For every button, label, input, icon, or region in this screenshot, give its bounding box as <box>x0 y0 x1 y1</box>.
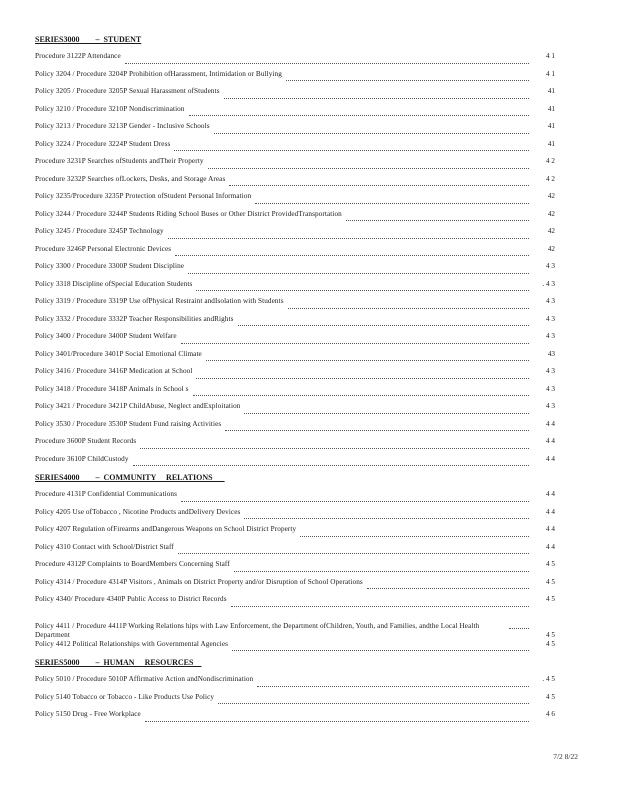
toc-entry[interactable] <box>35 157 555 175</box>
toc-page-number: 4 6 <box>546 710 555 718</box>
toc-page-number: 4 2 <box>546 157 555 165</box>
toc-page-number: 4 3 <box>546 384 555 393</box>
toc-page-number: 4 5 <box>546 630 555 639</box>
toc-page-number: 4 4 <box>546 507 555 516</box>
toc-entry-title: Policy 3319 / Procedure 3319P Use ofPhysical Restraint andIsolation with Students <box>35 297 284 305</box>
toc-entry[interactable] <box>35 560 555 578</box>
dot-leader <box>232 649 529 651</box>
dot-leader <box>196 289 529 291</box>
series-heading: SERIES4000 – COMMUNITY RELATIONS <box>35 473 225 482</box>
dot-leader <box>181 500 529 502</box>
toc-entry-title: Policy 3235/Procedure 3235P Protection ofStudent Personal Information <box>35 192 252 200</box>
toc-entry-title: Policy 3213 / Procedure 3213P Gender - Inclusive Schools <box>35 122 210 130</box>
toc-entry[interactable] <box>35 122 555 140</box>
dot-leader <box>231 605 529 607</box>
toc-entry[interactable] <box>35 675 555 693</box>
toc-entry[interactable] <box>35 210 555 228</box>
toc-entry-title: Policy 3416 / Procedure 3416P Medication at School <box>35 367 193 375</box>
toc-entry-title: Procedure 3600P Student Records <box>35 437 137 445</box>
dot-leader <box>288 307 529 309</box>
toc-entry-title: Procedure 3246P Personal Electronic Devices <box>35 244 172 253</box>
toc-entry[interactable] <box>35 70 555 88</box>
dot-leader <box>244 517 529 519</box>
toc-page-number: 41 <box>547 87 555 95</box>
toc-entry[interactable] <box>35 245 555 263</box>
toc-page-number: 42 <box>547 227 555 235</box>
toc-entry[interactable] <box>35 437 555 455</box>
toc-page-number: 4 4 <box>546 490 555 498</box>
toc-page-number: 42 <box>547 192 555 200</box>
dot-leader <box>174 149 529 151</box>
toc-entry[interactable] <box>35 87 555 105</box>
dot-leader <box>509 627 529 629</box>
toc-entry-title: Procedure 3232P Searches ofLockers, Desks, and Storage Areas <box>35 174 226 183</box>
dot-leader <box>346 219 529 221</box>
dot-leader <box>133 464 529 466</box>
toc-entry-title: Policy 3204 / Procedure 3204P Prohibition ofHarassment, Intimidation or Bullying <box>35 69 282 78</box>
toc-entry[interactable] <box>35 613 555 640</box>
dot-leader <box>188 272 529 274</box>
dot-leader <box>255 202 529 204</box>
toc-entry-title: Policy 4411 / Procedure 4411P Working Relations hips with Law Enforcement, the Department ofChildren, Youth, and Families, andthe Local Health Department <box>35 621 480 639</box>
toc-entry-title: Policy 5010 / Procedure 5010P Affirmative Action andNondiscrimination <box>35 675 254 683</box>
toc-entry[interactable] <box>35 350 555 368</box>
toc-page-number: 4 1 <box>546 69 555 78</box>
toc-entry-title: Procedure 3610P ChildCustody <box>35 454 129 463</box>
toc-entry-title: Procedure 4131P Confidential Communications <box>35 490 177 498</box>
toc-page-number: 4 5 <box>546 639 555 648</box>
toc-page-number: 4 5 <box>546 560 555 568</box>
toc-entry-title: Policy 5140 Tobacco or Tobacco - Like Products Use Policy <box>35 692 215 701</box>
dot-leader <box>175 254 529 256</box>
dot-leader <box>300 535 529 537</box>
page-footer-date: 7/2 8/22 <box>553 752 578 761</box>
toc-entry-title: Policy 3224 / Procedure 3224P Student Dress <box>35 139 171 148</box>
toc-page-number: 42 <box>547 209 555 218</box>
toc-entry[interactable] <box>35 367 555 385</box>
toc-page-number: 4 3 <box>546 402 555 410</box>
dot-leader <box>193 394 529 396</box>
toc-entry[interactable] <box>35 693 555 711</box>
toc-entry-title: Policy 3244 / Procedure 3244P Students Riding School Buses or Other District ProvidedTransportation <box>35 209 342 218</box>
toc-page-number: . 4 3 <box>542 279 555 288</box>
series-heading: SERIES3000 – STUDENT <box>35 35 142 44</box>
toc-entry-title: Procedure 4312P Complaints to BoardMembers Concerning Staff <box>35 560 230 568</box>
toc-page-number: 4 3 <box>546 262 555 270</box>
toc-entry-title: Procedure 3122P Attendance <box>35 52 121 60</box>
toc-entry[interactable] <box>35 402 555 420</box>
toc-entry[interactable] <box>35 192 555 210</box>
toc-entry-title: Policy 3300 / Procedure 3300P Student Discipline <box>35 262 185 270</box>
dot-leader <box>178 552 529 554</box>
toc-page-number: 4 3 <box>546 367 555 375</box>
dot-leader <box>225 429 529 431</box>
toc-page-number: 4 5 <box>546 595 555 603</box>
toc-entry[interactable] <box>35 490 555 508</box>
toc-page-number: 4 4 <box>546 419 555 428</box>
toc-entry-title: Policy 3318 Discipline ofSpecial Education Students <box>35 279 193 288</box>
toc-entry[interactable] <box>35 262 555 280</box>
dot-leader <box>218 702 529 704</box>
dot-leader <box>181 342 529 344</box>
toc-entry[interactable] <box>35 455 555 473</box>
toc-entry[interactable] <box>35 543 555 561</box>
series-heading: SERIES5000 – HUMAN RESOURCES <box>35 658 202 667</box>
dot-leader <box>125 62 529 64</box>
toc-entry-title: Policy 3421 / Procedure 3421P ChildAbuse, Neglect andExploitation <box>35 402 241 410</box>
toc-entry-title: Policy 3418 / Procedure 3418P Animals in School s <box>35 384 189 393</box>
toc-page-number: 4 5 <box>546 577 555 586</box>
dot-leader <box>168 237 529 239</box>
dot-leader <box>238 324 529 326</box>
dot-leader <box>367 587 529 589</box>
dot-leader <box>189 114 529 116</box>
toc-page-number: 41 <box>547 122 555 130</box>
toc-entry[interactable] <box>35 385 555 403</box>
toc-entry[interactable] <box>35 525 555 543</box>
toc-page-number: 43 <box>547 349 555 358</box>
toc-entry[interactable] <box>35 140 555 158</box>
toc-entry[interactable] <box>35 280 555 298</box>
dot-leader <box>286 79 529 81</box>
toc-entry-title: Procedure 3231P Searches ofStudents andTheir Property <box>35 157 204 165</box>
toc-page-number: 4 4 <box>546 525 555 533</box>
toc-entry[interactable] <box>35 52 555 70</box>
toc-entry[interactable] <box>35 595 555 613</box>
toc-entry-title: Policy 3332 / Procedure 3332P Teacher Responsibilities andRights <box>35 314 234 323</box>
toc-entry-title: Policy 4310 Contact with School/District Staff <box>35 542 174 551</box>
toc-page-number: 41 <box>547 139 555 148</box>
toc-entry[interactable] <box>35 710 555 728</box>
toc-page-number: 4 1 <box>546 52 555 60</box>
toc-page-number: 4 3 <box>546 314 555 323</box>
dot-leader <box>234 570 529 572</box>
toc-page-number: . 4 5 <box>542 675 555 683</box>
toc-entry[interactable] <box>35 332 555 350</box>
dot-leader <box>145 720 529 722</box>
toc-entry[interactable] <box>35 315 555 333</box>
toc-page-number: 4 2 <box>546 174 555 183</box>
toc-page-number: 4 5 <box>546 692 555 701</box>
toc-entry-title: Policy 4205 Use ofTobacco , Nicotine Products andDelivery Devices <box>35 507 241 516</box>
toc-entry-title: Policy 3210 / Procedure 3210P Nondiscrimination <box>35 104 185 113</box>
dot-leader <box>224 97 529 99</box>
toc-entry[interactable] <box>35 175 555 193</box>
toc-entry[interactable] <box>35 227 555 245</box>
toc-entry[interactable] <box>35 578 555 596</box>
dot-leader <box>244 412 529 414</box>
toc-page-number: 4 4 <box>546 437 555 445</box>
toc-entry[interactable] <box>35 508 555 526</box>
toc-entry[interactable] <box>35 420 555 438</box>
toc-entry-title: Policy 3400 / Procedure 3400P Student Welfare <box>35 332 177 340</box>
toc-page-number: 42 <box>547 244 555 253</box>
dot-leader <box>229 184 529 186</box>
toc-page-number: 4 3 <box>546 332 555 340</box>
dot-leader <box>208 167 529 169</box>
dot-leader <box>214 132 529 134</box>
toc-entry-title: Policy 4412 Political Relationships with Governmental Agencies <box>35 639 229 648</box>
toc-entry[interactable] <box>35 640 555 658</box>
toc-entry-title: Policy 5150 Drug - Free Workplace <box>35 710 141 718</box>
toc-page-number: 41 <box>547 104 555 113</box>
toc-entry[interactable] <box>35 105 555 123</box>
dot-leader <box>257 685 529 687</box>
table-of-contents <box>35 34 555 728</box>
dot-leader <box>196 377 529 379</box>
toc-page-number: 4 4 <box>546 454 555 463</box>
toc-entry-title: Policy 4314 / Procedure 4314P Visitors , Animals on District Property and/or Disruption of School Operations <box>35 577 363 586</box>
toc-entry-title: Policy 3245 / Procedure 3245P Technology <box>35 227 164 235</box>
toc-entry-title: Policy 4340/ Procedure 4340P Public Access to District Records <box>35 595 227 603</box>
dot-leader <box>140 447 529 449</box>
toc-entry-title: Policy 3530 / Procedure 3530P Student Fund raising Activities <box>35 419 222 428</box>
toc-page-number: 4 3 <box>546 297 555 305</box>
toc-entry-title: Policy 3205 / Procedure 3205P Sexual Harassment ofStudents <box>35 87 220 95</box>
toc-entry-title: Policy 4207 Regulation ofFirearms andDangerous Weapons on School District Property <box>35 525 297 533</box>
toc-entry-title: Policy 3401/Procedure 3401P Social Emotional Climate <box>35 349 202 358</box>
toc-entry[interactable] <box>35 297 555 315</box>
dot-leader <box>206 359 529 361</box>
toc-page-number: 4 4 <box>546 542 555 551</box>
